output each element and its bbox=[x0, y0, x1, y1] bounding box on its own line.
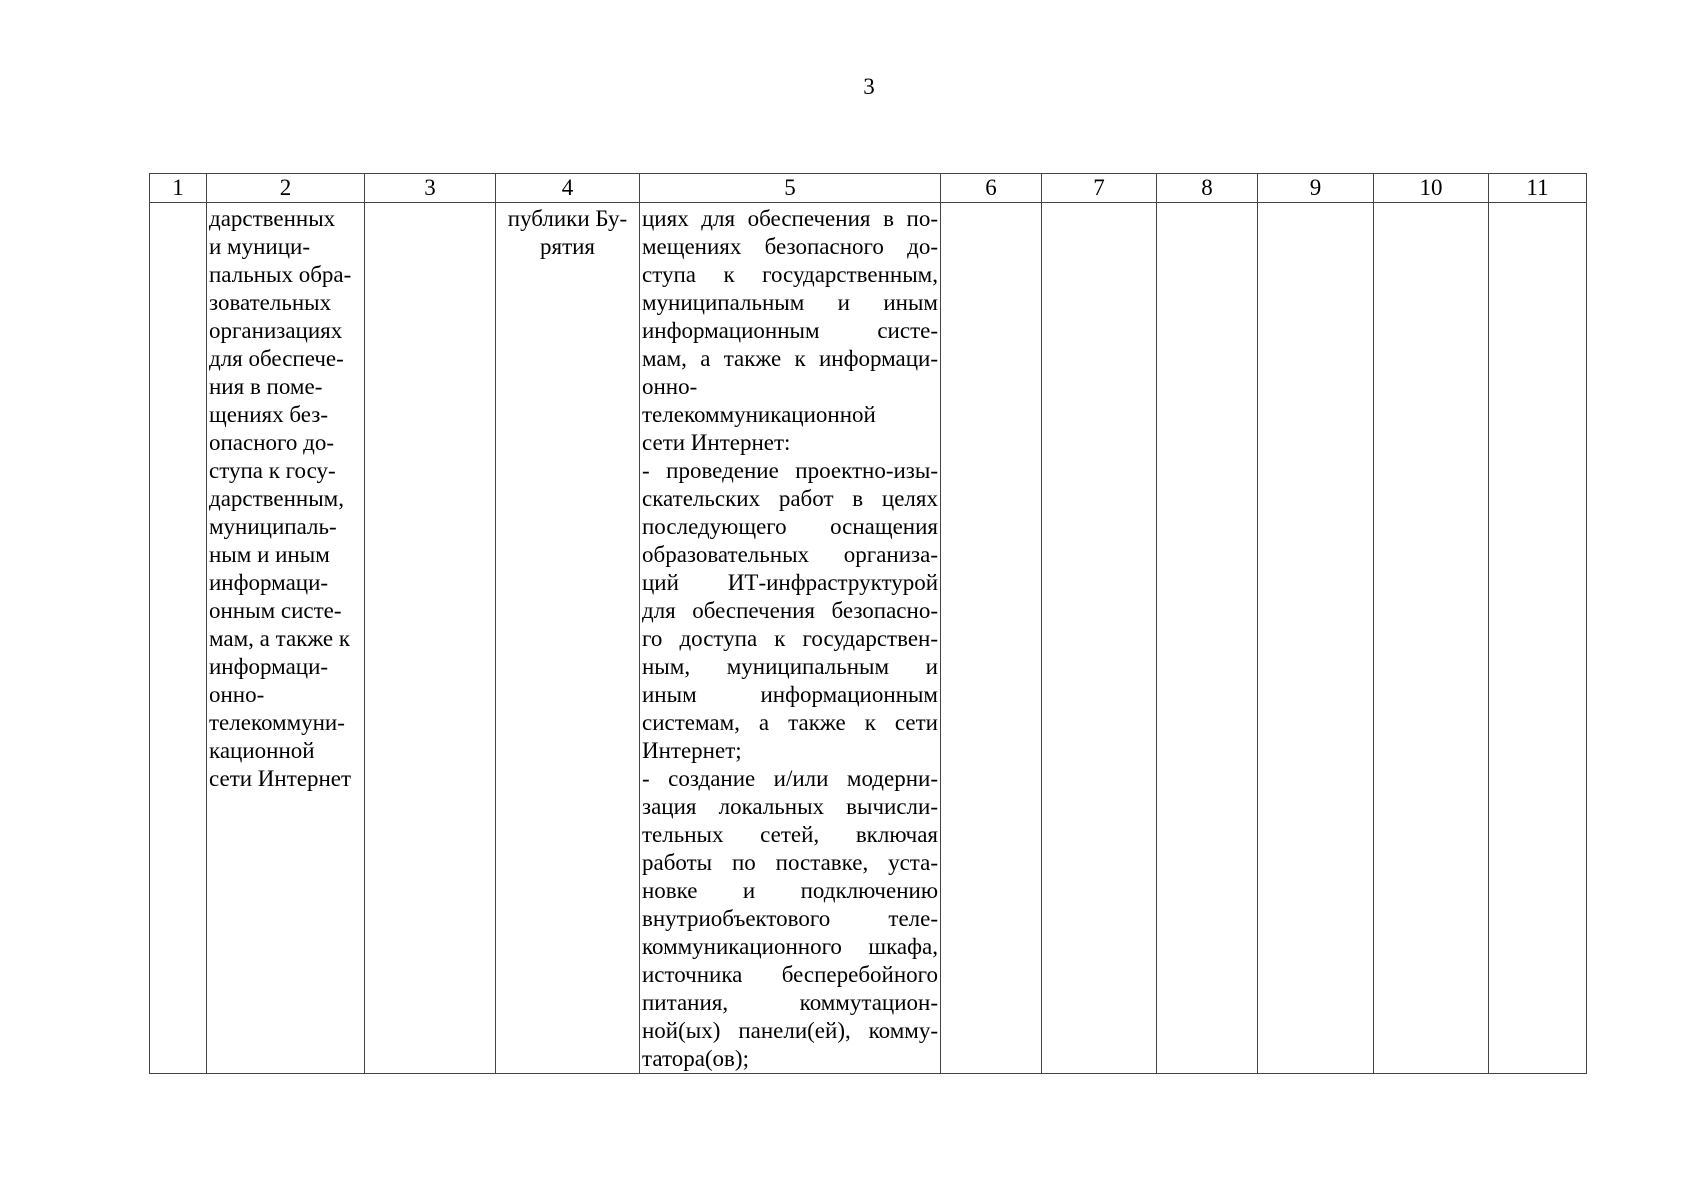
text-line: ным, муниципальным и bbox=[642, 654, 938, 679]
header-cell: 9 bbox=[1258, 174, 1374, 203]
text-line: сети Интернет bbox=[209, 766, 352, 791]
text-line: ступа к государственным, bbox=[642, 262, 938, 287]
text-line: дарственных bbox=[209, 206, 336, 231]
text-line: телекоммуни- bbox=[209, 710, 345, 735]
header-row bbox=[150, 174, 1587, 203]
page-number: 3 bbox=[863, 74, 875, 99]
text-line: ным и иным bbox=[209, 542, 330, 567]
text-line: информационным систе- bbox=[642, 318, 938, 343]
cell-col-5 bbox=[640, 203, 941, 1074]
text-line: и муници- bbox=[209, 234, 311, 259]
text-line: зовательных bbox=[209, 290, 332, 315]
text-line: опасного до- bbox=[209, 430, 335, 455]
text-line: информаци- bbox=[209, 570, 329, 595]
cell-col-8 bbox=[1157, 203, 1258, 1074]
header-cell: 5 bbox=[640, 174, 941, 203]
text-line: информаци- bbox=[209, 654, 329, 679]
header-cell: 11 bbox=[1489, 174, 1587, 203]
table-row bbox=[150, 203, 1587, 1074]
cell-col-6 bbox=[941, 203, 1042, 1074]
text-line: публики Бу- bbox=[507, 206, 628, 231]
text-line: питания, коммутацион- bbox=[642, 990, 938, 1015]
cell-col-3 bbox=[365, 203, 496, 1074]
text-line: коммуникационного шкафа, bbox=[642, 934, 938, 959]
text-line: ступа к госу- bbox=[209, 458, 336, 483]
text-line: го доступа к государствен- bbox=[642, 626, 938, 651]
header-cell: 2 bbox=[207, 174, 365, 203]
text-line: для обеспече- bbox=[209, 346, 344, 371]
text-line: Интернет; bbox=[642, 738, 742, 763]
text-line: для обеспечения безопасно- bbox=[642, 598, 938, 623]
text-line: тельных сетей, включая bbox=[642, 822, 938, 847]
text-line: онно- bbox=[642, 374, 698, 399]
header-cell: 6 bbox=[941, 174, 1042, 203]
text-line: ций ИТ-инфраструктурой bbox=[642, 570, 938, 595]
text-line: муниципаль- bbox=[209, 514, 337, 539]
text-line: образовательных организа- bbox=[642, 542, 938, 567]
cell-col-1 bbox=[150, 203, 207, 1074]
col5-text bbox=[640, 203, 940, 1073]
header-cell: 3 bbox=[365, 174, 496, 203]
text-line: скательских работ в целях bbox=[642, 486, 938, 511]
text-line: сети Интернет: bbox=[642, 430, 791, 455]
text-line: - проведение проектно-изы- bbox=[642, 458, 938, 483]
text-line: последующего оснащения bbox=[642, 514, 938, 539]
text-line: - создание и/или модерни- bbox=[642, 766, 938, 791]
cell-col-9 bbox=[1258, 203, 1374, 1074]
text-line: зация локальных вычисли- bbox=[642, 794, 938, 819]
text-line: новке и подключению bbox=[642, 878, 938, 903]
text-line: щениях без- bbox=[209, 402, 328, 427]
text-line: муниципальным и иным bbox=[642, 290, 938, 315]
text-line: мещениях безопасного до- bbox=[642, 234, 938, 259]
header-cell: 4 bbox=[496, 174, 640, 203]
text-line: кационной bbox=[209, 738, 315, 763]
header-cell: 8 bbox=[1157, 174, 1258, 203]
text-line: иным информационным bbox=[642, 682, 938, 707]
col2-text bbox=[207, 203, 364, 793]
text-line: источника бесперебойного bbox=[642, 962, 938, 987]
text-line: системам, а также к сети bbox=[642, 710, 938, 735]
header-cell: 7 bbox=[1042, 174, 1157, 203]
text-line: пальных обра- bbox=[209, 262, 352, 287]
text-line: татора(ов); bbox=[642, 1046, 749, 1071]
text-line: рятия bbox=[539, 234, 596, 259]
cell-col-11 bbox=[1489, 203, 1587, 1074]
text-line: телекоммуникационной bbox=[642, 402, 876, 427]
text-line: ния в поме- bbox=[209, 374, 323, 399]
cell-col-2 bbox=[207, 203, 365, 1074]
text-line: мам, а также к bbox=[209, 626, 351, 651]
text-line: организациях bbox=[209, 318, 343, 343]
text-line: онным систе- bbox=[209, 598, 342, 623]
text-line: работы по поставке, уста- bbox=[642, 850, 938, 875]
col4-text bbox=[496, 203, 639, 261]
text-line: внутриобъектового теле- bbox=[642, 906, 938, 931]
header-cell: 10 bbox=[1374, 174, 1489, 203]
header-cell: 1 bbox=[150, 174, 207, 203]
text-line: онно- bbox=[209, 682, 265, 707]
cell-col-10 bbox=[1374, 203, 1489, 1074]
cell-col-4 bbox=[496, 203, 640, 1074]
text-line: циях для обеспечения в по- bbox=[642, 206, 938, 231]
text-line: дарственным, bbox=[209, 486, 344, 511]
text-line: ной(ых) панели(ей), комму- bbox=[642, 1018, 938, 1043]
data-table bbox=[149, 173, 1587, 1074]
cell-col-7 bbox=[1042, 203, 1157, 1074]
text-line: мам, а также к информаци- bbox=[642, 346, 938, 371]
